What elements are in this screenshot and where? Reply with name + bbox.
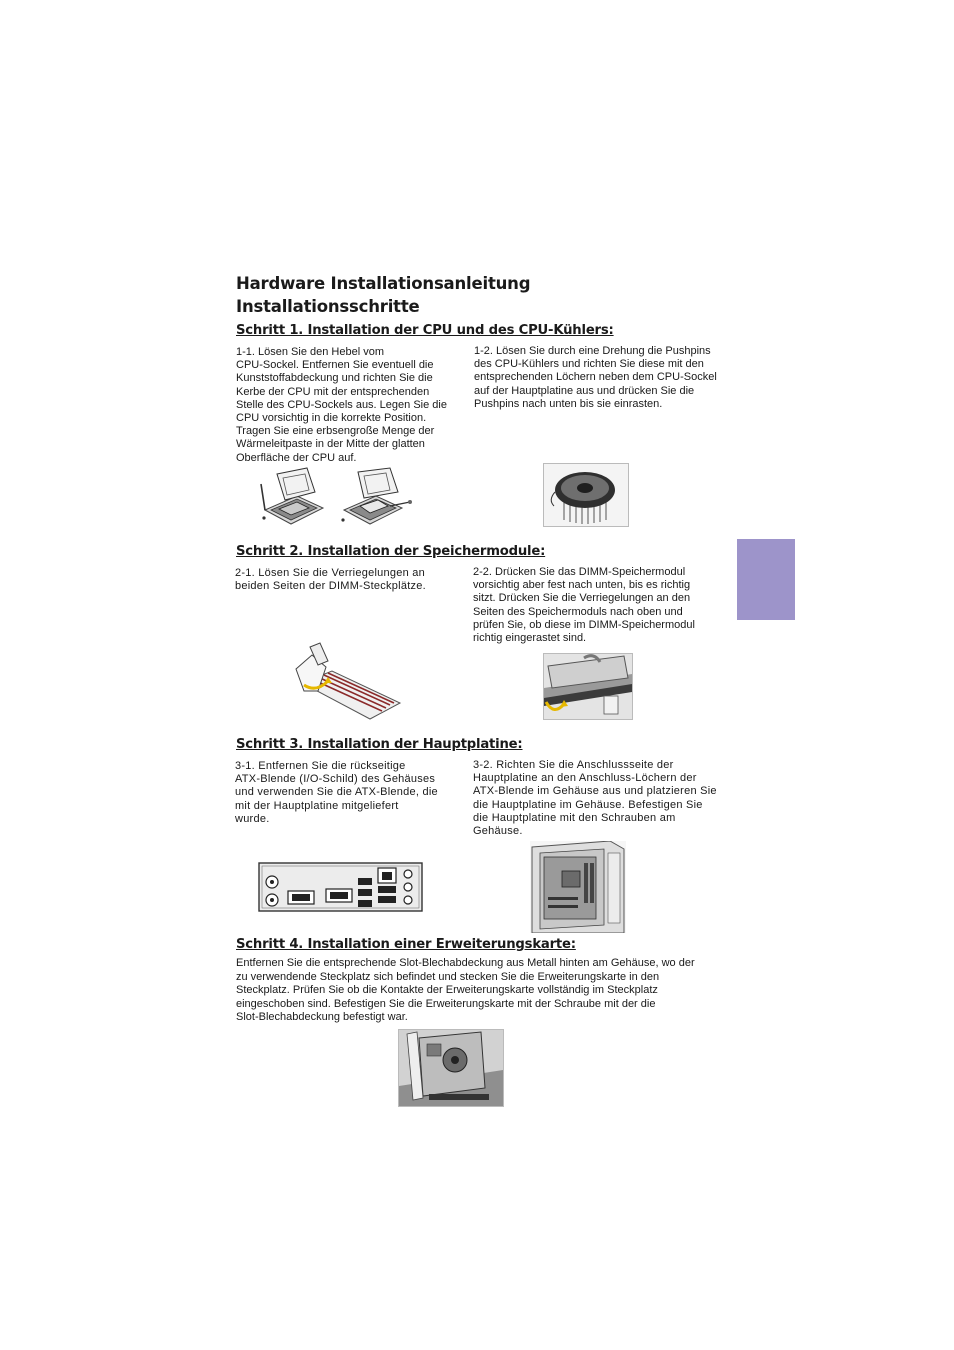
- text-line: CPU vorsichtig in die korrekte Position.: [236, 412, 427, 425]
- text-line: Pushpins nach unten bis sie einrasten.: [474, 397, 663, 410]
- dimm-insert-illustration: [543, 653, 633, 720]
- mainboard-in-case-illustration: [530, 841, 626, 933]
- text-line: Seiten des Speichermoduls nach oben und: [473, 605, 683, 618]
- text-line: 2-2. Drücken Sie das DIMM-Speichermodul: [473, 566, 686, 578]
- step1-text-right: [474, 345, 734, 411]
- text-line: prüfen Sie, ob diese im DIMM-Speichermodul: [473, 618, 695, 631]
- cpu-socket-open-illustration: [257, 466, 329, 528]
- document-subtitle: Installationsschritte: [236, 297, 420, 316]
- text-line: 3-1. Entfernen Sie die rückseitige: [235, 760, 406, 772]
- dimm-latch-open-illustration: [292, 641, 402, 723]
- text-line: vorsichtig aber fest nach unten, bis es richtig: [473, 579, 691, 592]
- text-line: Entfernen Sie die entsprechende Slot-Blechabdeckung aus Metall hinten am Gehäuse, wo der: [236, 957, 695, 969]
- text-line: 3-2. Richten Sie die Anschlussseite der: [473, 759, 674, 771]
- document-title: Hardware Installationsanleitung: [236, 274, 531, 293]
- step2-text-left: [235, 567, 465, 593]
- step3-text-left: [235, 760, 467, 826]
- text-line: Kerbe der CPU mit der entsprechenden: [236, 385, 430, 398]
- step2-heading: Schritt 2. Installation der Speichermodule:: [236, 544, 546, 559]
- text-line: ATX-Blende (I/O-Schild) des Gehäuses: [235, 773, 436, 786]
- cpu-placement-illustration: [338, 466, 413, 528]
- step2-text-right: [473, 566, 733, 645]
- cpu-cooler-illustration: [543, 463, 629, 527]
- text-line: Stelle des CPU-Sockels aus. Legen Sie die: [236, 398, 447, 411]
- text-line: die Hauptplatine im Gehäuse. Befestigen Sie: [473, 798, 703, 811]
- text-line: Gehäuse.: [473, 825, 523, 838]
- text-line: Kunststoffabdeckung und richten Sie die: [236, 372, 433, 385]
- text-line: zu verwendende Steckplatz sich befindet und stecken Sie die Erweiterungskarte in den: [236, 970, 660, 983]
- step3-text-right: [473, 759, 735, 838]
- step4-text: [236, 957, 716, 1025]
- text-line: CPU-Sockel. Entfernen Sie eventuell die: [236, 359, 434, 372]
- text-line: 1-1. Lösen Sie den Hebel vom: [236, 346, 384, 358]
- text-line: beiden Seiten der DIMM-Steckplätze.: [235, 580, 426, 593]
- step4-heading: Schritt 4. Installation einer Erweiterungskarte:: [236, 937, 576, 952]
- text-line: des CPU-Kühlers und richten Sie diese mit den: [474, 358, 704, 371]
- step3-heading: Schritt 3. Installation der Hauptplatine:: [236, 737, 523, 752]
- expansion-card-illustration: [398, 1029, 504, 1107]
- text-line: die Hauptplatine mit den Schrauben am: [473, 811, 676, 824]
- text-line: Wärmeleitpaste in der Mitte der glatten: [236, 438, 425, 451]
- text-line: 1-2. Lösen Sie durch eine Drehung die Pushpins: [474, 345, 711, 357]
- text-line: Steckplatz. Prüfen Sie ob die Kontakte der Erweiterungskarte vollständig im Steckplatz: [236, 984, 658, 997]
- text-line: Hauptplatine an den Anschluss-Löchern der: [473, 772, 697, 785]
- text-line: entsprechenden Löchern neben dem CPU-Sockel: [474, 371, 717, 384]
- step1-text-left: [236, 346, 466, 465]
- text-line: wurde.: [235, 812, 270, 825]
- step1-heading: Schritt 1. Installation der CPU und des CPU-Kühlers:: [236, 323, 614, 338]
- text-line: auf der Hauptplatine aus und drücken Sie die: [474, 384, 695, 397]
- text-line: sitzt. Drücken Sie die Verriegelungen an den: [473, 592, 691, 605]
- text-line: Slot-Blechabdeckung befestigt war.: [236, 1011, 408, 1024]
- text-line: und verwenden Sie die ATX-Blende, die: [235, 786, 438, 799]
- text-line: Tragen Sie eine erbsengroße Menge der: [236, 425, 435, 438]
- chapter-side-tab: [737, 539, 795, 620]
- text-line: ATX-Blende im Gehäuse aus und platzieren Sie: [473, 785, 717, 798]
- text-line: eingeschoben sind. Befestigen Sie die Erweiterungskarte mit der Schraube mit der die: [236, 997, 656, 1010]
- text-line: 2-1. Lösen Sie die Verriegelungen an: [235, 567, 426, 579]
- text-line: richtig eingerastet sind.: [473, 632, 587, 645]
- text-line: mit der Hauptplatine mitgeliefert: [235, 799, 399, 812]
- io-shield-illustration: [258, 862, 423, 912]
- text-line: Oberfläche der CPU auf.: [236, 451, 357, 464]
